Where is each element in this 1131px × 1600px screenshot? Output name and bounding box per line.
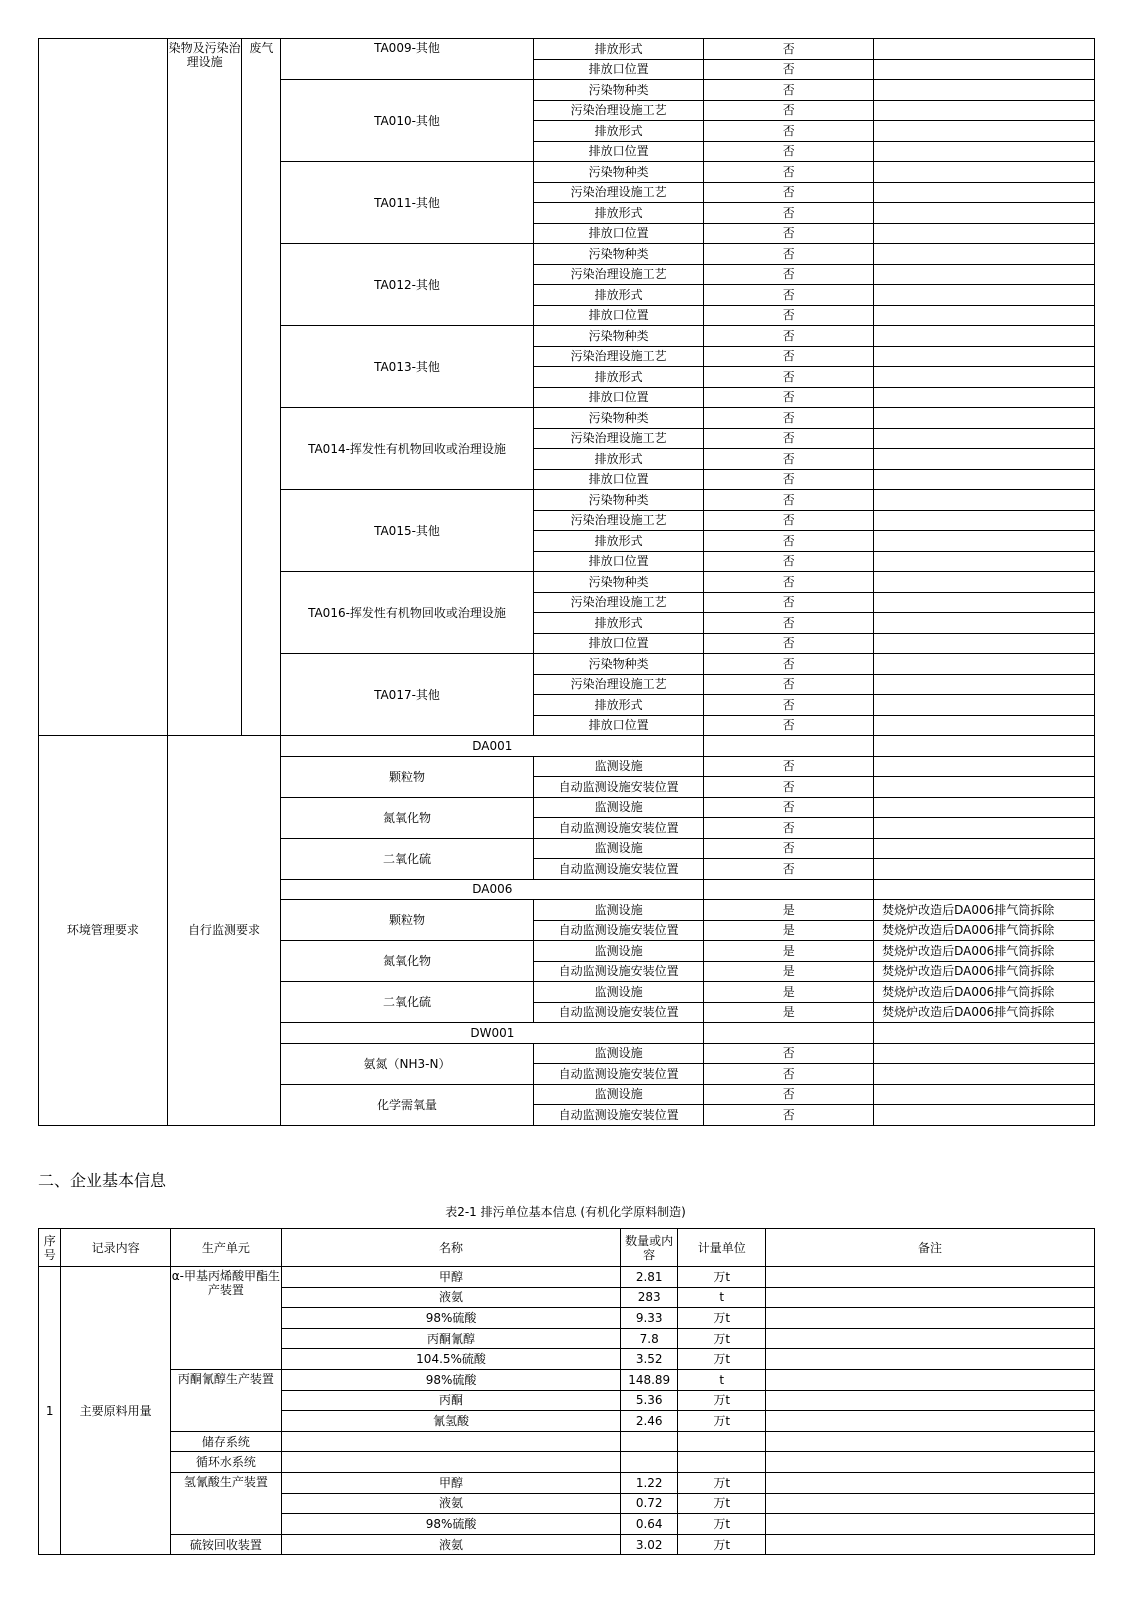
- check-value: 否: [704, 203, 874, 224]
- check-item: 自动监测设施安装位置: [533, 859, 704, 880]
- material-qty: 2.46: [621, 1411, 678, 1432]
- outlet-value: [704, 879, 874, 900]
- check-value: 否: [704, 633, 874, 654]
- check-value: 是: [704, 941, 874, 962]
- header-remark: 备注: [766, 1229, 1095, 1267]
- material-qty: 1.22: [621, 1472, 678, 1493]
- material-name: 液氨: [282, 1493, 621, 1514]
- pollutant-name: 氮氧化物: [281, 797, 533, 838]
- check-value: 否: [704, 654, 874, 675]
- facility-name: TA017-其他: [281, 654, 533, 736]
- table-row: [39, 1472, 1095, 1493]
- note: [874, 654, 1095, 675]
- production-unit: 氢氰酸生产装置: [170, 1472, 281, 1534]
- material-remark: [766, 1534, 1095, 1555]
- check-item: 污染治理设施工艺: [533, 264, 704, 285]
- row-content: 主要原料用量: [61, 1267, 170, 1555]
- check-item: 污染治理设施工艺: [533, 674, 704, 695]
- check-value: 否: [704, 39, 874, 60]
- material-qty: 0.72: [621, 1493, 678, 1514]
- check-value: 是: [704, 1002, 874, 1023]
- note: [874, 510, 1095, 531]
- note: [874, 59, 1095, 80]
- material-unit: 万t: [678, 1328, 766, 1349]
- pollutant-name: 氮氧化物: [281, 941, 533, 982]
- outlet-value: [704, 1023, 874, 1044]
- facility-name: TA011-其他: [281, 162, 533, 244]
- check-item: 污染物种类: [533, 572, 704, 593]
- check-item: 排放口位置: [533, 305, 704, 326]
- material-unit: 万t: [678, 1267, 766, 1288]
- outlet-id: DA001: [281, 736, 704, 757]
- check-item: 自动监测设施安装位置: [533, 961, 704, 982]
- material-remark: [766, 1390, 1095, 1411]
- check-item: 排放口位置: [533, 633, 704, 654]
- material-name: 甲醇: [282, 1472, 621, 1493]
- note: [874, 80, 1095, 101]
- pollutant-name: 二氧化硫: [281, 982, 533, 1023]
- note: [874, 777, 1095, 798]
- material-name: 氰氢酸: [282, 1411, 621, 1432]
- check-value: 是: [704, 982, 874, 1003]
- material-qty: 3.52: [621, 1349, 678, 1370]
- check-value: 否: [704, 162, 874, 183]
- check-item: 排放形式: [533, 367, 704, 388]
- production-unit: 硫铵回收装置: [170, 1534, 281, 1555]
- material-name: 98%硫酸: [282, 1369, 621, 1390]
- table-caption: 表2-1 排污单位基本信息 (有机化学原料制造): [445, 1205, 686, 1219]
- check-item: 排放口位置: [533, 387, 704, 408]
- check-value: 否: [704, 449, 874, 470]
- outlet-note: [874, 736, 1095, 757]
- check-item: 排放口位置: [533, 469, 704, 490]
- note: [874, 756, 1095, 777]
- check-item: 监测设施: [533, 756, 704, 777]
- note: [874, 367, 1095, 388]
- check-value: 否: [704, 1043, 874, 1064]
- note: [874, 797, 1095, 818]
- check-item: 排放形式: [533, 695, 704, 716]
- check-item: 排放口位置: [533, 223, 704, 244]
- check-item: 排放形式: [533, 285, 704, 306]
- material-remark: [766, 1472, 1095, 1493]
- material-name: 液氨: [282, 1287, 621, 1308]
- material-remark: [766, 1493, 1095, 1514]
- check-value: 否: [704, 285, 874, 306]
- material-qty: 0.64: [621, 1514, 678, 1535]
- material-qty: [621, 1452, 678, 1473]
- check-value: 否: [704, 797, 874, 818]
- material-remark: [766, 1308, 1095, 1329]
- check-value: 否: [704, 408, 874, 429]
- pollutant-name: 化学需氧量: [281, 1084, 533, 1125]
- check-value: 否: [704, 244, 874, 265]
- facility-name: TA012-其他: [281, 244, 533, 326]
- row-seq: 1: [39, 1267, 61, 1555]
- note: [874, 1084, 1095, 1105]
- check-item: 自动监测设施安装位置: [533, 1064, 704, 1085]
- table-header-row: [39, 1229, 1095, 1267]
- check-value: 否: [704, 756, 874, 777]
- note: [874, 613, 1095, 634]
- header-qty: 数量或内容: [621, 1229, 678, 1267]
- check-value: 否: [704, 838, 874, 859]
- facility-name: TA015-其他: [281, 490, 533, 572]
- note: [874, 633, 1095, 654]
- production-unit: 循环水系统: [170, 1452, 281, 1473]
- check-value: 否: [704, 674, 874, 695]
- note: [874, 182, 1095, 203]
- note: [874, 715, 1095, 736]
- note: 焚烧炉改造后DA006排气筒拆除: [874, 941, 1095, 962]
- facility-name: TA016-挥发性有机物回收或治理设施: [281, 572, 533, 654]
- check-value: 否: [704, 141, 874, 162]
- material-qty: 5.36: [621, 1390, 678, 1411]
- check-value: 否: [704, 121, 874, 142]
- check-item: 监测设施: [533, 941, 704, 962]
- table-row: [39, 1431, 1095, 1452]
- note: 焚烧炉改造后DA006排气筒拆除: [874, 1002, 1095, 1023]
- note: [874, 141, 1095, 162]
- note: 焚烧炉改造后DA006排气筒拆除: [874, 920, 1095, 941]
- check-value: 否: [704, 613, 874, 634]
- check-item: 污染治理设施工艺: [533, 510, 704, 531]
- check-item: 监测设施: [533, 982, 704, 1003]
- check-item: 自动监测设施安装位置: [533, 777, 704, 798]
- note: [874, 1105, 1095, 1126]
- check-item: 监测设施: [533, 838, 704, 859]
- material-unit: [678, 1431, 766, 1452]
- facility-name: TA010-其他: [281, 80, 533, 162]
- material-name: 98%硫酸: [282, 1308, 621, 1329]
- check-item: 污染物种类: [533, 80, 704, 101]
- check-value: 是: [704, 920, 874, 941]
- section-title: 二、企业基本信息: [38, 1171, 167, 1190]
- note: [874, 223, 1095, 244]
- check-value: 否: [704, 264, 874, 285]
- check-item: 监测设施: [533, 797, 704, 818]
- material-unit: t: [678, 1369, 766, 1390]
- material-unit: t: [678, 1287, 766, 1308]
- check-value: 否: [704, 695, 874, 716]
- environment-requirements-table: [38, 38, 1095, 1126]
- group-environment-management: 环境管理要求: [39, 736, 168, 1126]
- check-item: 排放口位置: [533, 551, 704, 572]
- material-unit: 万t: [678, 1308, 766, 1329]
- check-item: 排放形式: [533, 449, 704, 470]
- header-name: 名称: [282, 1229, 621, 1267]
- note: 焚烧炉改造后DA006排气筒拆除: [874, 982, 1095, 1003]
- category-cell: [39, 39, 168, 736]
- check-value: 否: [704, 818, 874, 839]
- check-item: 污染物种类: [533, 162, 704, 183]
- material-unit: 万t: [678, 1472, 766, 1493]
- check-item: 自动监测设施安装位置: [533, 920, 704, 941]
- material-qty: 2.81: [621, 1267, 678, 1288]
- pollutant-name: 二氧化硫: [281, 838, 533, 879]
- table-row: [39, 1534, 1095, 1555]
- check-value: 否: [704, 551, 874, 572]
- table-row: [39, 39, 1095, 60]
- material-qty: 7.8: [621, 1328, 678, 1349]
- check-item: 污染治理设施工艺: [533, 428, 704, 449]
- material-remark: [766, 1514, 1095, 1535]
- note: [874, 572, 1095, 593]
- table-row: [39, 1369, 1095, 1390]
- material-unit: [678, 1452, 766, 1473]
- check-item: 排放口位置: [533, 141, 704, 162]
- note: [874, 203, 1095, 224]
- check-item: 自动监测设施安装位置: [533, 1105, 704, 1126]
- material-unit: 万t: [678, 1493, 766, 1514]
- check-value: 否: [704, 715, 874, 736]
- group-self-monitoring: 自行监测要求: [167, 736, 280, 1126]
- material-name: 甲醇: [282, 1267, 621, 1288]
- table-row: [39, 1267, 1095, 1288]
- material-remark: [766, 1349, 1095, 1370]
- check-value: 是: [704, 900, 874, 921]
- note: [874, 100, 1095, 121]
- check-value: 否: [704, 572, 874, 593]
- material-name: 液氨: [282, 1534, 621, 1555]
- material-remark: [766, 1452, 1095, 1473]
- check-item: 排放口位置: [533, 715, 704, 736]
- check-item: 污染物种类: [533, 408, 704, 429]
- header-seq: 序号: [39, 1229, 61, 1267]
- material-unit: 万t: [678, 1534, 766, 1555]
- note: [874, 449, 1095, 470]
- check-value: 否: [704, 367, 874, 388]
- pollutant-name: 氨氮（NH3-N）: [281, 1043, 533, 1084]
- outlet-note: [874, 879, 1095, 900]
- basic-info-table: [38, 1228, 1095, 1555]
- check-item: 监测设施: [533, 1043, 704, 1064]
- check-value: 否: [704, 59, 874, 80]
- note: [874, 305, 1095, 326]
- production-unit: 储存系统: [170, 1431, 281, 1452]
- material-qty: 283: [621, 1287, 678, 1308]
- material-remark: [766, 1369, 1095, 1390]
- pollutant-name: 颗粒物: [281, 756, 533, 797]
- check-value: 否: [704, 592, 874, 613]
- check-value: 否: [704, 490, 874, 511]
- material-name: 98%硫酸: [282, 1514, 621, 1535]
- note: [874, 285, 1095, 306]
- header-measure: 计量单位: [678, 1229, 766, 1267]
- check-item: 污染物种类: [533, 326, 704, 347]
- note: [874, 428, 1095, 449]
- material-remark: [766, 1287, 1095, 1308]
- note: [874, 162, 1095, 183]
- note: [874, 264, 1095, 285]
- check-value: 否: [704, 1064, 874, 1085]
- check-item: 污染物种类: [533, 490, 704, 511]
- production-unit: 丙酮氰醇生产装置: [170, 1369, 281, 1431]
- header-content: 记录内容: [61, 1229, 170, 1267]
- check-item: 自动监测设施安装位置: [533, 818, 704, 839]
- note: [874, 531, 1095, 552]
- material-unit: 万t: [678, 1390, 766, 1411]
- check-item: 污染物种类: [533, 654, 704, 675]
- check-item: 排放形式: [533, 121, 704, 142]
- check-item: 排放形式: [533, 39, 704, 60]
- material-unit: 万t: [678, 1349, 766, 1370]
- material-unit: 万t: [678, 1514, 766, 1535]
- check-value: 否: [704, 80, 874, 101]
- check-item: 排放形式: [533, 531, 704, 552]
- material-remark: [766, 1328, 1095, 1349]
- material-qty: 9.33: [621, 1308, 678, 1329]
- material-remark: [766, 1267, 1095, 1288]
- note: [874, 818, 1095, 839]
- note: [874, 469, 1095, 490]
- header-unit: 生产单元: [170, 1229, 281, 1267]
- outlet-note: [874, 1023, 1095, 1044]
- facility-name: TA014-挥发性有机物回收或治理设施: [281, 408, 533, 490]
- note: [874, 244, 1095, 265]
- check-value: 否: [704, 859, 874, 880]
- check-item: 污染治理设施工艺: [533, 182, 704, 203]
- check-value: 是: [704, 961, 874, 982]
- check-item: 污染治理设施工艺: [533, 592, 704, 613]
- facility-name: TA009-其他: [281, 39, 533, 80]
- note: [874, 346, 1095, 367]
- check-value: 否: [704, 1084, 874, 1105]
- check-value: 否: [704, 531, 874, 552]
- check-item: 自动监测设施安装位置: [533, 1002, 704, 1023]
- table-row: [39, 1452, 1095, 1473]
- note: [874, 490, 1095, 511]
- note: 焚烧炉改造后DA006排气筒拆除: [874, 961, 1095, 982]
- material-qty: 3.02: [621, 1534, 678, 1555]
- note: [874, 838, 1095, 859]
- note: [874, 408, 1095, 429]
- outlet-id: DA006: [281, 879, 704, 900]
- check-value: 否: [704, 428, 874, 449]
- check-item: 排放形式: [533, 613, 704, 634]
- check-value: 否: [704, 387, 874, 408]
- note: [874, 1043, 1095, 1064]
- check-item: 污染物种类: [533, 244, 704, 265]
- check-value: 否: [704, 182, 874, 203]
- note: [874, 695, 1095, 716]
- check-value: 否: [704, 100, 874, 121]
- note: [874, 1064, 1095, 1085]
- check-value: 否: [704, 1105, 874, 1126]
- facility-name: TA013-其他: [281, 326, 533, 408]
- material-remark: [766, 1431, 1095, 1452]
- check-item: 监测设施: [533, 1084, 704, 1105]
- note: [874, 121, 1095, 142]
- check-item: 监测设施: [533, 900, 704, 921]
- material-name: [282, 1452, 621, 1473]
- production-unit: α-甲基丙烯酸甲酯生产装置: [170, 1267, 281, 1370]
- note: [874, 551, 1095, 572]
- category-pollution-facility: 染物及污染治理设施: [167, 39, 242, 736]
- check-item: 污染治理设施工艺: [533, 346, 704, 367]
- outlet-id: DW001: [281, 1023, 704, 1044]
- category-waste-gas: 废气: [242, 39, 281, 736]
- check-item: 污染治理设施工艺: [533, 100, 704, 121]
- outlet-row: [39, 736, 1095, 757]
- material-remark: [766, 1411, 1095, 1432]
- note: [874, 387, 1095, 408]
- material-qty: [621, 1431, 678, 1452]
- note: [874, 39, 1095, 60]
- outlet-value: [704, 736, 874, 757]
- note: [874, 326, 1095, 347]
- check-value: 否: [704, 469, 874, 490]
- material-name: 丙酮: [282, 1390, 621, 1411]
- check-item: 排放形式: [533, 203, 704, 224]
- note: [874, 674, 1095, 695]
- material-qty: 148.89: [621, 1369, 678, 1390]
- material-unit: 万t: [678, 1411, 766, 1432]
- note: [874, 859, 1095, 880]
- check-value: 否: [704, 510, 874, 531]
- material-name: 104.5%硫酸: [282, 1349, 621, 1370]
- check-value: 否: [704, 326, 874, 347]
- pollutant-name: 颗粒物: [281, 900, 533, 941]
- material-name: 丙酮氰醇: [282, 1328, 621, 1349]
- check-value: 否: [704, 346, 874, 367]
- material-name: [282, 1431, 621, 1452]
- check-value: 否: [704, 223, 874, 244]
- note: 焚烧炉改造后DA006排气筒拆除: [874, 900, 1095, 921]
- check-value: 否: [704, 305, 874, 326]
- check-value: 否: [704, 777, 874, 798]
- note: [874, 592, 1095, 613]
- check-item: 排放口位置: [533, 59, 704, 80]
